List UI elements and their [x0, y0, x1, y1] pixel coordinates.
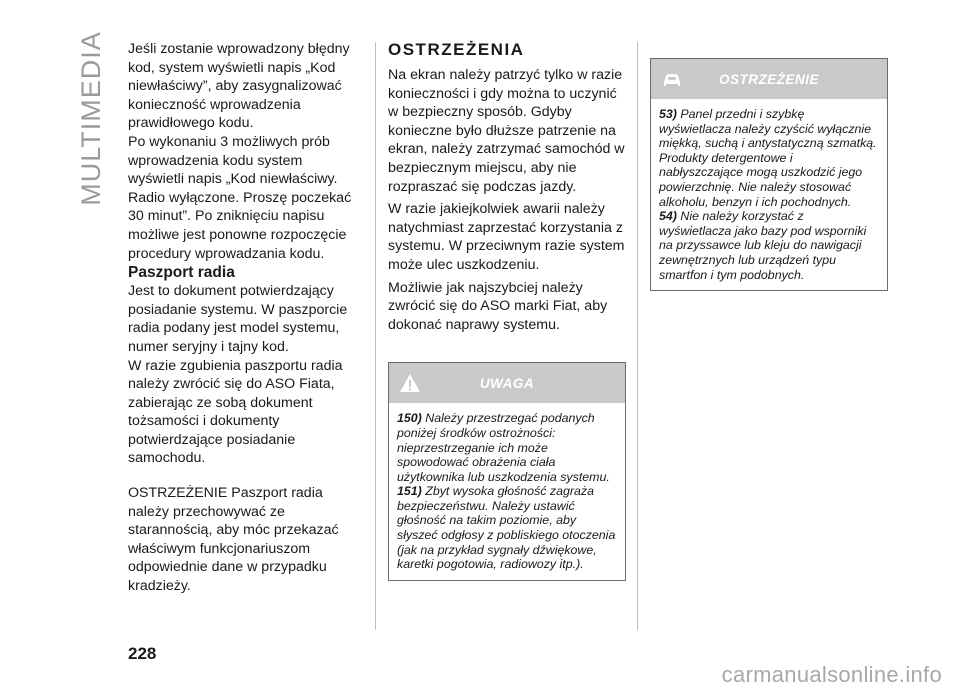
paragraph: W razie jakiejkolwiek awarii należy natychmiast zaprzestać korzystania z systemu. W przeciwnym razie system może ulec uszkodzeniu. — [388, 201, 625, 273]
warning-box-header — [651, 59, 887, 99]
section-tab — [75, 30, 106, 206]
note-item — [397, 484, 617, 572]
note-number: 53) — [659, 107, 677, 121]
page-number: 228 — [128, 644, 157, 663]
note-text: Panel przedni i szybkę wyświetlacza należy czyścić wyłącznie miękką, suchą i antystatyczną szmatką. Produkty detergentowe i nabłyszczające mogą uszkodzić jego powierzchnię. Nie należy stosować alkoholu, benzyn i ich pochodnych. — [659, 107, 877, 209]
paragraph: OSTRZEŻENIE Paszport radia należy przechowywać ze starannością, aby móc przekazać właściwym funkcjonariuszom odpowiednie dane w przypadku kradzieży. — [128, 485, 339, 595]
note-item — [659, 209, 879, 282]
column-right — [650, 58, 888, 291]
car-warning-icon — [661, 68, 683, 90]
note-text: Nie należy korzystać z wyświetlacza jako bazy pod wsporniki na przyssawce lub kleju do nawigacji zewnętrznych lub urządzeń typu smartfon i tym podobnych. — [659, 209, 867, 282]
column-left — [128, 40, 360, 596]
warning-box — [650, 58, 888, 291]
section-heading: Paszport radia — [128, 264, 235, 282]
paragraph: Po wykonaniu 3 możliwych prób wprowadzenia kodu system wyświetli napis „Kod niewłaściwy. Radio wyłączone. Proszę poczekać 30 minut”. Po zniknięciu napisu możliwe jest ponowne rozpoczęcie procedury wprowadzania kodu. — [128, 133, 352, 262]
section-tab-label: MULTIMEDIA — [75, 30, 106, 206]
paragraph: Jest to dokument potwierdzający posiadanie systemu. W paszporcie radia podany jest model systemu, numer seryjny i tajny kod. — [128, 283, 348, 355]
note-item — [397, 411, 617, 484]
caution-box-header — [389, 363, 625, 403]
paragraph: Jeśli zostanie wprowadzony błędny kod, system wyświetli napis „Kod niewłaściwy”, aby zasygnalizować konieczność wprowadzenia prawidłowego kodu. — [128, 41, 350, 132]
note-text: Należy przestrzegać podanych poniżej środków ostrożności: nieprzestrzeganie ich może spowodować obrażenia ciała użytkownika lub uszkodzenia systemu. — [397, 411, 610, 484]
column-middle — [388, 40, 626, 581]
caution-box-body — [389, 403, 625, 580]
paragraph: W razie zgubienia paszportu radia należy zwrócić się do ASO Fiata, zabierając ze sobą dokument tożsamości i dokumenty potwierdzające posiadanie samochodu. — [128, 357, 343, 467]
watermark: carmanualsonline.info — [721, 662, 942, 687]
caution-box-label: UWAGA — [479, 375, 535, 391]
warnings-title: OSTRZEŻENIA — [388, 40, 525, 59]
warning-box-body — [651, 99, 887, 290]
paragraph: Na ekran należy patrzyć tylko w razie konieczności i gdy można to uczynić w bezpieczny sposób. Gdyby konieczne było dłuższe patrzenie na ekran, należy zatrzymać samochód w bezpiecznym miejscu, aby nie rozpraszać się podczas jazdy. — [388, 67, 625, 195]
note-item — [659, 107, 879, 209]
note-number: 54) — [659, 209, 677, 224]
note-number: 151) — [397, 484, 422, 499]
caution-box — [388, 362, 626, 581]
warning-triangle-icon — [399, 372, 421, 394]
note-number: 150) — [397, 411, 422, 426]
warning-box-label: OSTRZEŻENIE — [718, 71, 819, 87]
column-divider — [375, 42, 376, 630]
paragraph: Możliwie jak najszybciej należy zwrócić się do ASO marki Fiat, aby dokonać naprawy systemu. — [388, 279, 608, 333]
column-divider — [637, 42, 638, 630]
note-text: Zbyt wysoka głośność zagraża bezpieczeństwu. Należy ustawić głośność na takim poziomie, aby słyszeć odgłosy z pobliskiego otoczenia (jak na przykład sygnały dźwiękowe, karetki pogotowia, radiowozy itp.). — [397, 484, 616, 572]
